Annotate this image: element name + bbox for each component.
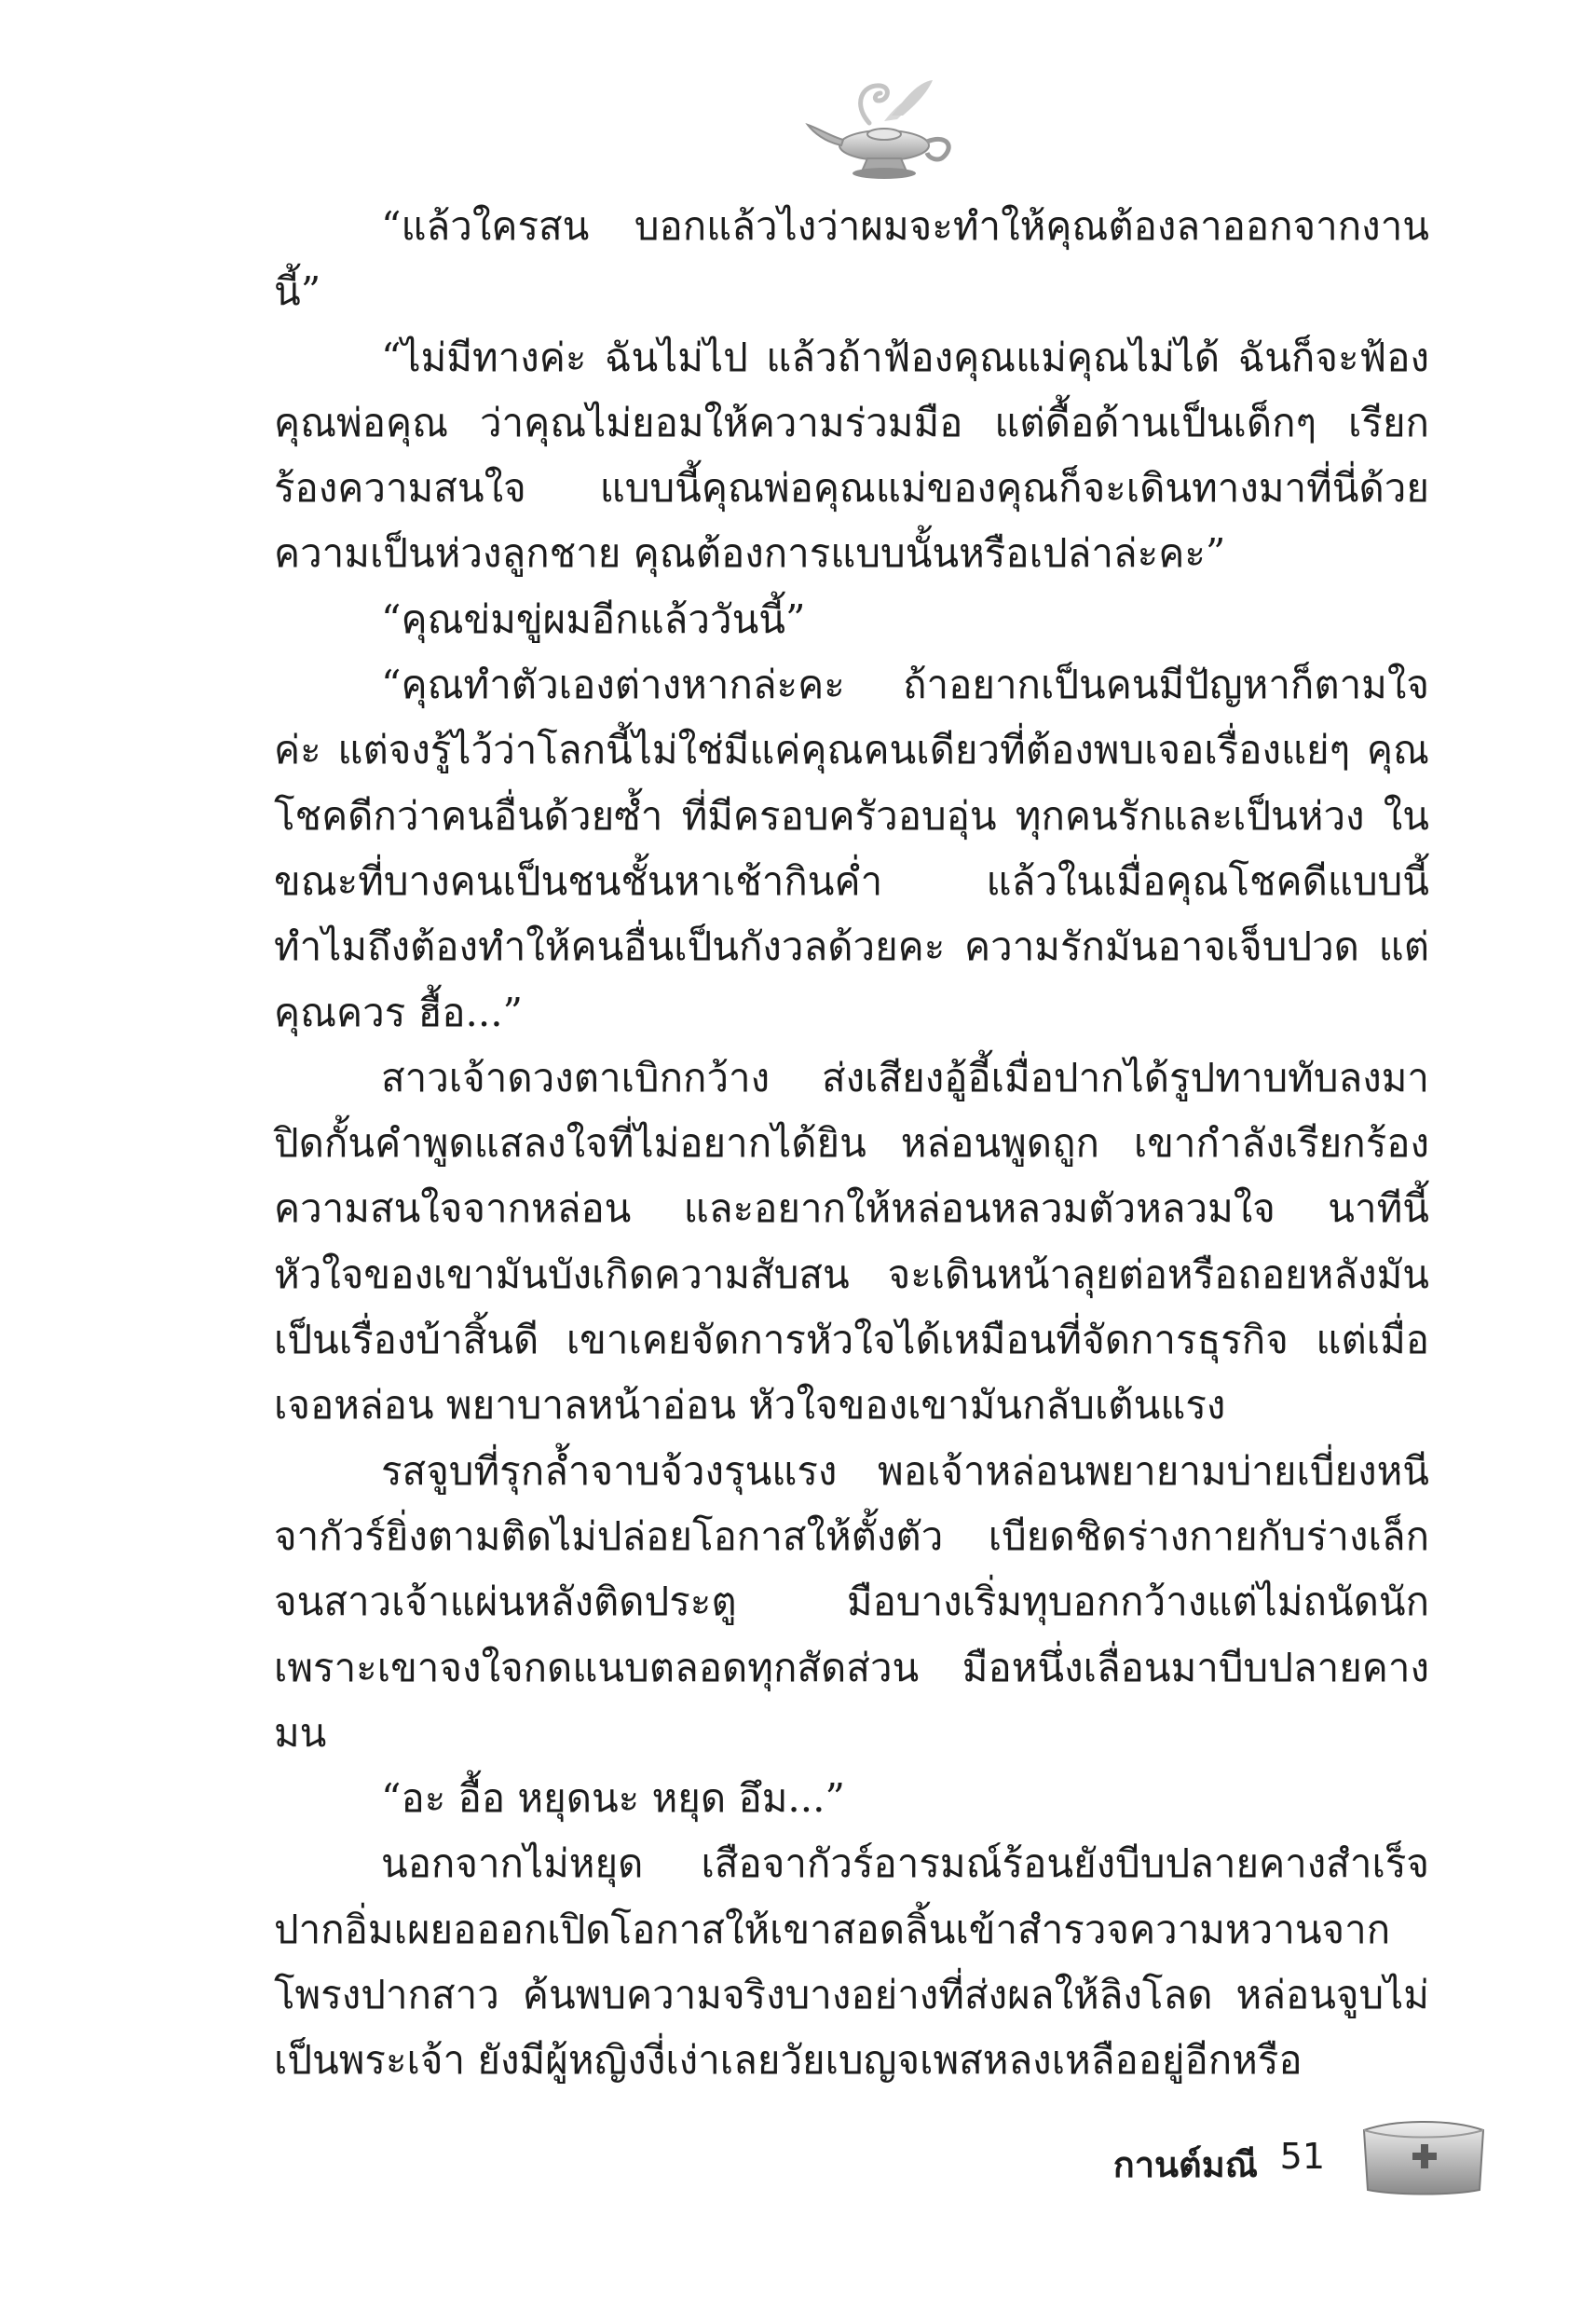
page-number: 51 xyxy=(1279,2136,1325,2177)
paragraph: “ไม่มีทางค่ะ ฉันไม่ไป แล้วถ้าฟ้องคุณแม่คุณไม่ได้ ฉันก็จะฟ้องคุณพ่อคุณ ว่าคุณไม่ยอมให้ความร่วมมือ แต่ดื้อด้านเป็นเด็กๆ เรียกร้องความสนใจ แบบนี้คุณพ่อคุณแม่ของคุณก็จะเดินทางมาที่นี่ด้วยความเป็นห่วงลูกชาย คุณต้องการแบบนั้นหรือเปล่าล่ะคะ” xyxy=(274,334,1429,577)
paragraph: นอกจากไม่หยุด เสือจากัวร์อารมณ์ร้อนยังบีบปลายคางสำเร็จปากอิ่มเผยอออกเปิดโอกาสให้เขาสอดลิ้นเข้าสำรวจความหวานจากโพรงปากสาว ค้นพบความจริงบางอย่างที่ส่งผลให้ลิงโลด หล่อนจูบไม่เป็นพระเจ้า ยังมีผู้หญิงงี่เง่าเลยวัยเบญจเพสหลงเหลืออยู่อีกหรือ xyxy=(274,1840,1429,2084)
paragraph: “อะ อื้อ หยุดนะ หยุด อึม...” xyxy=(381,1775,845,1822)
paragraph: สาวเจ้าดวงตาเบิกกว้าง ส่งเสียงอู้อี้เมื่อปากได้รูปทาบทับลงมาปิดกั้นคำพูดแสลงใจที่ไม่อยากได้ยิน หล่อนพูดถูก เขากำลังเรียกร้องความสนใจจากหล่อน และอยากให้หล่อนหลวมตัวหลวมใจ นาทีนี้หัวใจของเขามันบังเกิดความสับสน จะเดินหน้าลุยต่อหรือถอยหลังมันเป็นเรื่องบ้าสิ้นดี เขาเคยจัดการหัวใจได้เหมือนที่จัดการธุรกิจ แต่เมื่อเจอหล่อน พยาบาลหน้าอ่อน หัวใจของเขามันกลับเต้นแรง xyxy=(274,1054,1429,1429)
paragraph: “แล้วใครสน บอกแล้วไงว่าผมจะทำให้คุณต้องลาออกจากงานนี้” xyxy=(274,203,1429,315)
page-footer xyxy=(1099,2106,1509,2208)
paragraph: “คุณทำตัวเองต่างหากล่ะคะ ถ้าอยากเป็นคนมีปัญหาก็ตามใจค่ะ แต่จงรู้ไว้ว่าโลกนี้ไม่ใช่มีแค่คุณคนเดียวที่ต้องพบเจอเรื่องแย่ๆ คุณโชคดีกว่าคนอื่นด้วยซ้ำ ที่มีครอบครัวอบอุ่น ทุกคนรักและเป็นห่วง ในขณะที่บางคนเป็นชนชั้นหาเช้ากินค่ำ แล้วในเมื่อคุณโชคดีแบบนี้ ทำไมถึงต้องทำให้คนอื่นเป็นกังวลด้วยคะ ความรักมันอาจเจ็บปวด แต่คุณควร ฮื้อ...” xyxy=(274,662,1429,1035)
genie-lamp-icon xyxy=(787,67,974,188)
book-title: กานต์มณี xyxy=(1112,2144,1258,2185)
paragraph: รสจูบที่รุกล้ำจาบจ้วงรุนแรง พอเจ้าหล่อนพยายามบ่ายเบี่ยงหนีจากัวร์ยิ่งตามติดไม่ปล่อยโอกาสให้ตั้งตัว เบียดชิดร่างกายกับร่างเล็กจนสาวเจ้าแผ่นหลังติดประตู มือบางเริ่มทุบอกกว้างแต่ไม่ถนัดนักเพราะเขาจงใจกดแนบตลอดทุกสัดส่วน มือหนึ่งเลื่อนมาบีบปลายคางมน xyxy=(274,1447,1429,1756)
body-text xyxy=(274,194,1429,2094)
paragraph: “คุณข่มขู่ผมอีกแล้ววันนี้” xyxy=(381,595,806,642)
first-aid-kit-icon xyxy=(1358,2112,1489,2195)
